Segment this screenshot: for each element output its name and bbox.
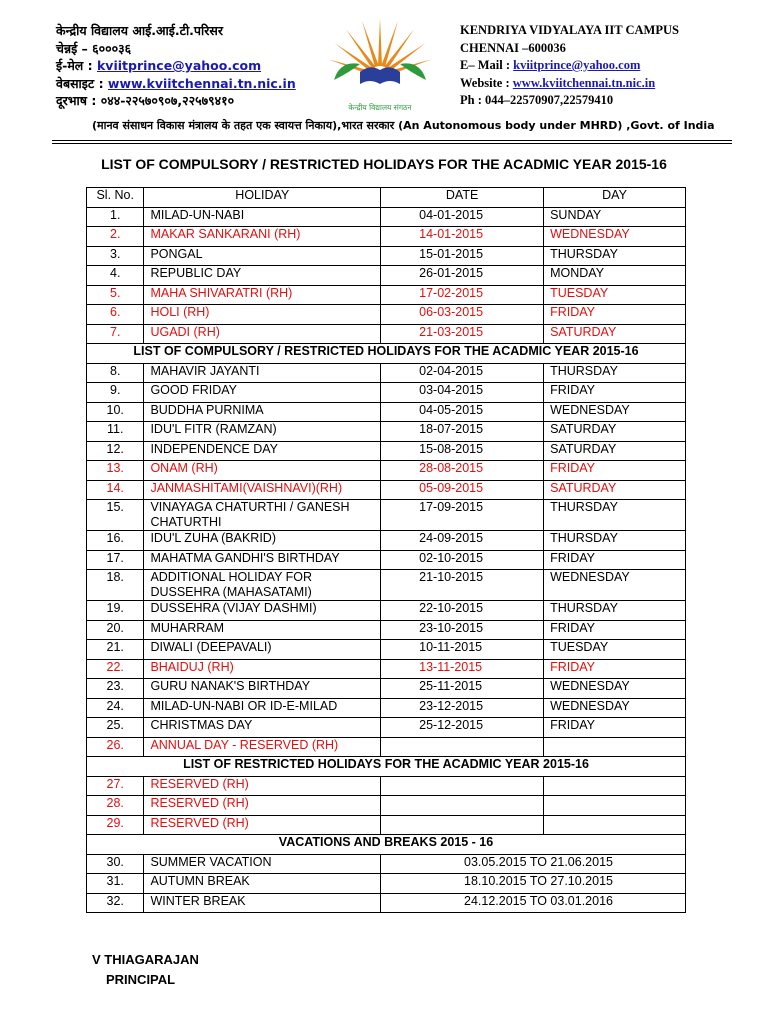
hindi-email-label: ई-मेल : (56, 58, 97, 73)
cell-holiday: REPUBLIC DAY (144, 266, 381, 286)
table-row (87, 893, 686, 913)
cell-day: SATURDAY (544, 324, 686, 344)
cell-slno: 18. (87, 570, 144, 601)
cell-day: FRIDAY (544, 383, 686, 403)
table-row (87, 874, 686, 894)
col-header-day: DAY (544, 188, 686, 208)
cell-day: FRIDAY (544, 718, 686, 738)
cell-holiday: ANNUAL DAY - RESERVED (RH) (144, 737, 381, 757)
cell-slno: 25. (87, 718, 144, 738)
cell-date (381, 796, 544, 816)
logo-caption: केन्द्रीय विद्यालय संगठन (348, 103, 412, 112)
cell-day (544, 737, 686, 757)
cell-holiday: UGADI (RH) (144, 324, 381, 344)
table-row (87, 402, 686, 422)
table-row (87, 854, 686, 874)
cell-day: WEDNESDAY (544, 402, 686, 422)
cell-day: WEDNESDAY (544, 698, 686, 718)
cell-day: TUESDAY (544, 285, 686, 305)
table-row (87, 500, 686, 531)
table-row (87, 383, 686, 403)
cell-day (544, 796, 686, 816)
cell-day: FRIDAY (544, 550, 686, 570)
cell-date: 25-11-2015 (381, 679, 544, 699)
cell-date: 02-04-2015 (381, 363, 544, 383)
cell-slno: 7. (87, 324, 144, 344)
cell-holiday: RESERVED (RH) (144, 796, 381, 816)
cell-holiday: CHRISTMAS DAY (144, 718, 381, 738)
table-row (87, 363, 686, 383)
english-website-line (460, 75, 679, 93)
cell-slno: 23. (87, 679, 144, 699)
cell-holiday: MILAD-UN-NABI (144, 207, 381, 227)
table-row (87, 620, 686, 640)
cell-date: 17-09-2015 (381, 500, 544, 531)
cell-slno: 24. (87, 698, 144, 718)
cell-slno: 15. (87, 500, 144, 531)
table-row (87, 698, 686, 718)
cell-holiday: SUMMER VACATION (144, 854, 381, 874)
cell-date: 02-10-2015 (381, 550, 544, 570)
cell-holiday: MILAD-UN-NABI OR ID-E-MILAD (144, 698, 381, 718)
cell-holiday: MAHATMA GANDHI'S BIRTHDAY (144, 550, 381, 570)
hindi-school-name: केन्द्रीय विद्यालय आई.आई.टी.परिसर (56, 23, 223, 38)
cell-slno: 11. (87, 422, 144, 442)
cell-date: 14-01-2015 (381, 227, 544, 247)
cell-slno: 9. (87, 383, 144, 403)
cell-holiday: GOOD FRIDAY (144, 383, 381, 403)
cell-day: FRIDAY (544, 620, 686, 640)
english-city: CHENNAI –600036 (460, 40, 566, 55)
cell-slno: 2. (87, 227, 144, 247)
cell-date: 15-01-2015 (381, 246, 544, 266)
hindi-website-label: वेबसाइट : (56, 75, 108, 91)
cell-slno: 4. (87, 266, 144, 286)
table-row (87, 679, 686, 699)
cell-holiday: INDEPENDENCE DAY (144, 441, 381, 461)
cell-date-range: 03.05.2015 TO 21.06.2015 (381, 854, 686, 874)
cell-slno: 22. (87, 659, 144, 679)
cell-holiday: RESERVED (RH) (144, 776, 381, 796)
cell-day: SATURDAY (544, 422, 686, 442)
col-header-date: DATE (381, 188, 544, 208)
english-school-name: KENDRIYA VIDYALAYA IIT CAMPUS (460, 23, 679, 37)
cell-day: TUESDAY (544, 640, 686, 660)
col-header-holiday: HOLIDAY (144, 188, 381, 208)
cell-date: 21-03-2015 (381, 324, 544, 344)
cell-slno: 1. (87, 207, 144, 227)
cell-date: 17-02-2015 (381, 285, 544, 305)
cell-date: 23-10-2015 (381, 620, 544, 640)
cell-slno: 5. (87, 285, 144, 305)
cell-holiday: GURU NANAK'S BIRTHDAY (144, 679, 381, 699)
header-hindi-address (56, 22, 296, 110)
cell-day: SATURDAY (544, 480, 686, 500)
cell-day: FRIDAY (544, 305, 686, 325)
cell-holiday: PONGAL (144, 246, 381, 266)
cell-holiday: MAHAVIR JAYANTI (144, 363, 381, 383)
section-header-row (87, 344, 686, 364)
cell-date: 13-11-2015 (381, 659, 544, 679)
cell-slno: 29. (87, 815, 144, 835)
table-row (87, 305, 686, 325)
cell-holiday: JANMASHITAMI(VAISHNAVI)(RH) (144, 480, 381, 500)
hindi-email-line (56, 57, 296, 75)
cell-slno: 10. (87, 402, 144, 422)
header-english-address (460, 22, 679, 110)
english-email-label: E– Mail : (460, 58, 514, 72)
autonomous-body-note: (मानव संसाधन विकास मंत्रालय के तहत एक स्वायत्त निकाय),भारत सरकार (An Autonomous body under MHRD) ,Govt. of India (92, 119, 715, 132)
table-row (87, 324, 686, 344)
cell-holiday: ADDITIONAL HOLIDAY FOR DUSSEHRA (MAHASATAMI) (144, 570, 381, 601)
english-phone: Ph : 044–22570907,22579410 (460, 93, 614, 107)
cell-slno: 28. (87, 796, 144, 816)
cell-date: 03-04-2015 (381, 383, 544, 403)
table-row (87, 640, 686, 660)
principal-title: PRINCIPAL (106, 972, 176, 987)
table-row (87, 285, 686, 305)
section-header-row (87, 757, 686, 777)
section-header-row (87, 835, 686, 855)
cell-slno: 19. (87, 601, 144, 621)
table-row (87, 601, 686, 621)
cell-holiday: RESERVED (RH) (144, 815, 381, 835)
table-row (87, 776, 686, 796)
cell-day (544, 815, 686, 835)
cell-slno: 6. (87, 305, 144, 325)
cell-day: SUNDAY (544, 207, 686, 227)
cell-holiday: DIWALI (DEEPAVALI) (144, 640, 381, 660)
cell-date: 10-11-2015 (381, 640, 544, 660)
section-heading: VACATIONS AND BREAKS 2015 - 16 (87, 835, 686, 855)
cell-date: 05-09-2015 (381, 480, 544, 500)
table-row (87, 480, 686, 500)
hindi-email-link[interactable]: kviitprince@yahoo.com (96, 58, 262, 73)
cell-slno: 27. (87, 776, 144, 796)
cell-holiday: WINTER BREAK (144, 893, 381, 913)
cell-day (544, 776, 686, 796)
table-row (87, 737, 686, 757)
cell-holiday: ONAM (RH) (144, 461, 381, 481)
header-divider (52, 140, 732, 141)
cell-holiday: BUDDHA PURNIMA (144, 402, 381, 422)
table-row (87, 441, 686, 461)
cell-holiday: VINAYAGA CHATURTHI / GANESH CHATURTHI (144, 500, 381, 531)
cell-holiday: IDU'L ZUHA (BAKRID) (144, 531, 381, 551)
cell-day: THURSDAY (544, 601, 686, 621)
cell-slno: 13. (87, 461, 144, 481)
cell-date: 15-08-2015 (381, 441, 544, 461)
cell-date: 28-08-2015 (381, 461, 544, 481)
table-row (87, 815, 686, 835)
cell-day: THURSDAY (544, 363, 686, 383)
cell-slno: 20. (87, 620, 144, 640)
table-row (87, 207, 686, 227)
table-row (87, 531, 686, 551)
cell-slno: 17. (87, 550, 144, 570)
cell-date (381, 737, 544, 757)
cell-date-range: 18.10.2015 TO 27.10.2015 (381, 874, 686, 894)
table-row (87, 570, 686, 601)
cell-holiday: DUSSEHRA (VIJAY DASHMI) (144, 601, 381, 621)
table-row (87, 718, 686, 738)
cell-holiday: IDU'L FITR (RAMZAN) (144, 422, 381, 442)
hindi-website-line (56, 75, 296, 93)
cell-holiday: MAHA SHIVARATRI (RH) (144, 285, 381, 305)
cell-day: FRIDAY (544, 659, 686, 679)
english-email-link[interactable]: kviitprince@yahoo.com (513, 58, 641, 72)
table-row (87, 461, 686, 481)
cell-date: 24-09-2015 (381, 531, 544, 551)
cell-day: THURSDAY (544, 246, 686, 266)
signature-block (92, 950, 199, 990)
cell-date: 04-01-2015 (381, 207, 544, 227)
cell-date: 26-01-2015 (381, 266, 544, 286)
cell-date: 04-05-2015 (381, 402, 544, 422)
cell-day: FRIDAY (544, 461, 686, 481)
cell-day: WEDNESDAY (544, 570, 686, 601)
cell-date: 22-10-2015 (381, 601, 544, 621)
cell-slno: 3. (87, 246, 144, 266)
cell-date: 18-07-2015 (381, 422, 544, 442)
cell-day: SATURDAY (544, 441, 686, 461)
holiday-table-body (87, 207, 686, 913)
section-heading: LIST OF COMPULSORY / RESTRICTED HOLIDAYS FOR THE ACADMIC YEAR 2015-16 (87, 344, 686, 364)
cell-date: 21-10-2015 (381, 570, 544, 601)
cell-slno: 31. (87, 874, 144, 894)
table-row (87, 550, 686, 570)
cell-slno: 12. (87, 441, 144, 461)
cell-slno: 8. (87, 363, 144, 383)
cell-date: 23-12-2015 (381, 698, 544, 718)
cell-holiday: HOLI (RH) (144, 305, 381, 325)
hindi-city: चेन्नई – ६०००३६ (56, 40, 132, 56)
page-title: LIST OF COMPULSORY / RESTRICTED HOLIDAYS FOR THE ACADMIC YEAR 2015-16 (101, 156, 667, 172)
hindi-phone: दूरभाष : ०४४-२२५७०९०७,२२५७९४१० (56, 93, 235, 108)
table-row (87, 266, 686, 286)
cell-date: 06-03-2015 (381, 305, 544, 325)
english-website-label: Website : (460, 75, 513, 90)
col-header-slno: Sl. No. (87, 188, 144, 208)
table-header-row (87, 188, 686, 208)
cell-slno: 21. (87, 640, 144, 660)
cell-holiday: MUHARRAM (144, 620, 381, 640)
cell-slno: 16. (87, 531, 144, 551)
principal-name: V THIAGARAJAN (92, 952, 199, 967)
english-website-link[interactable]: www.kviitchennai.tn.nic.in (512, 75, 656, 90)
cell-slno: 30. (87, 854, 144, 874)
cell-slno: 26. (87, 737, 144, 757)
cell-date (381, 815, 544, 835)
cell-date-range: 24.12.2015 TO 03.01.2016 (381, 893, 686, 913)
cell-holiday: AUTUMN BREAK (144, 874, 381, 894)
table-row (87, 796, 686, 816)
cell-day: THURSDAY (544, 500, 686, 531)
english-email-line (460, 57, 679, 75)
cell-holiday: BHAIDUJ (RH) (144, 659, 381, 679)
cell-day: WEDNESDAY (544, 679, 686, 699)
cell-day: THURSDAY (544, 531, 686, 551)
cell-date (381, 776, 544, 796)
kvs-logo (310, 14, 450, 120)
cell-holiday: MAKAR SANKARANI (RH) (144, 227, 381, 247)
table-row (87, 246, 686, 266)
section-heading: LIST OF RESTRICTED HOLIDAYS FOR THE ACADMIC YEAR 2015-16 (87, 757, 686, 777)
holiday-table (86, 187, 686, 913)
cell-slno: 32. (87, 893, 144, 913)
hindi-website-link[interactable]: www.kviitchennai.tn.nic.in (107, 75, 296, 91)
cell-date: 25-12-2015 (381, 718, 544, 738)
table-row (87, 227, 686, 247)
table-row (87, 659, 686, 679)
sun-rays-icon (328, 18, 432, 84)
table-row (87, 422, 686, 442)
cell-day: WEDNESDAY (544, 227, 686, 247)
header-divider-second (52, 143, 732, 144)
cell-day: MONDAY (544, 266, 686, 286)
cell-slno: 14. (87, 480, 144, 500)
